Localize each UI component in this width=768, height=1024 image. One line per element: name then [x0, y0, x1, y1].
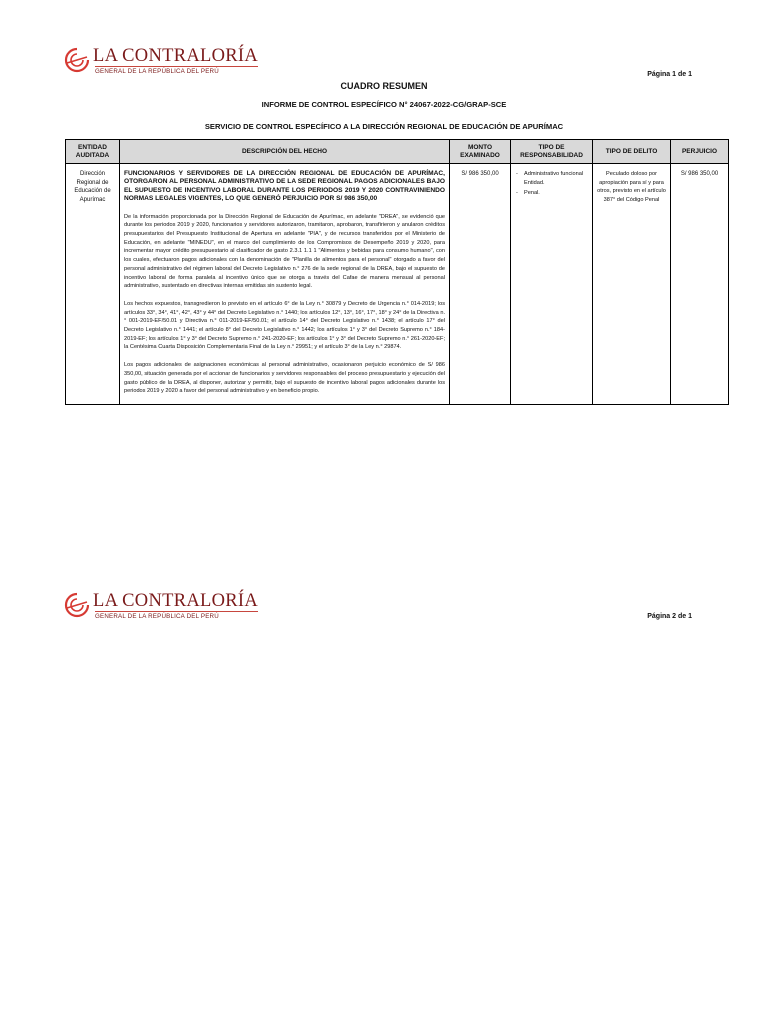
header-descripcion: DESCRIPCIÓN DEL HECHO: [120, 140, 450, 164]
contraloria-emblem-icon: [64, 592, 90, 618]
document-title: CUADRO RESUMEN: [340, 81, 428, 91]
header-delito: TIPO DE DELITO: [593, 140, 671, 164]
service-title: SERVICIO DE CONTROL ESPECÍFICO A LA DIRECCIÓN REGIONAL DE EDUCACIÓN DE APURÍMAC: [204, 122, 564, 131]
cell-responsabilidad: [511, 164, 593, 405]
summary-table: [65, 139, 729, 405]
header-entidad: ENTIDAD AUDITADA: [66, 140, 120, 164]
cell-entidad: Dirección Regional de Educación de Apurímac: [66, 164, 120, 405]
contraloria-logo: [64, 46, 258, 75]
logo-subtitle: GENERAL DE LA REPÚBLICA DEL PERÚ: [95, 611, 258, 620]
logo-name: LA CONTRALORÍA: [93, 46, 259, 66]
page-number-page2: Página 2 de 1: [647, 613, 692, 620]
logo-subtitle: GENERAL DE LA REPÚBLICA DEL PERÚ: [95, 66, 258, 75]
cell-perjuicio: S/ 986 350,00: [671, 164, 729, 405]
report-number: INFORME DE CONTROL ESPECÍFICO N° 24067-2022-CG/GRAP-SCE: [261, 100, 507, 109]
cell-descripcion: [120, 164, 450, 405]
description-paragraph: Los pagos adicionales de asignaciones económicas al personal administrativo, ocasionaron perjuicio económico de S/ 986 350,00, situación generada por el accionar de funcionarios y servidores responsables del proceso presupuestario y ejecución del gasto público de la DREA, al disponer, autorizar y permitir, bajo el supuesto de incentivo laboral pagos adicionales durante los periodos 2019 y 2020 a favor del personal administrativo y en beneficio propio.: [124, 362, 445, 395]
header-monto: MONTO EXAMINADO: [450, 140, 511, 164]
description-paragraph: De la información proporcionada por la Dirección Regional de Educación de Apurímac, en adelante "DREA", se evidenció que durante los periodos 2019 y 2020, funcionarios y servidores autorizaron, tramitaron, aprobaron, transfirieron y anularon créditos presupuestarios del Presupuesto Institucional de Apertura en adelante "PIA", y de recursos transferidos por el Ministerio de Educación, en adelante "MINEDU", en el marco del cumplimiento de los Compromisos de Desempeño 2019 y 2020, para incrementar mayor crédito presupuestario al clasificador de gasto 2.3.1 1.1 1 "Alimentos y bebidas para consumo humano", con los cuales, efectuaron pagos adicionales con la denominación de "Planilla de alimentos para el personal" otorgado a favor del personal administrativo del régimen laboral del Decreto Legislativo n.° 276 de la sede regional de la DREA, bajo el supuesto de incentivo laboral de forma paralela al incentivo único que se otorga a través del Cafae de manera mensual al personal administrativo, sustentado en directivas internas emitidas sin sustento legal.: [124, 213, 445, 290]
description-paragraph: Los hechos expuestos, transgredieron lo previsto en el artículo 6° de la Ley n.° 30879 y Decreto de Urgencia n.° 014-2019; los artículos 33°, 34°, 41°, 42°, 43° y 44° del Decreto Legislativo n.° 1440; los artículos 12°, 13°, 16°, 17°, 18° y 24° de la Directiva n.° 001-2019-EF/50.01 y Directiva n.° 011-2019-EF/50.01; el artículo 14° del Decreto Legislativo n.° 1438; el artículo 17° del Decreto Legislativo n.° 1441; el artículo 8° del Decreto Legislativo n.° 1442; los artículos 1° y 3° del Decreto Supremo n.° 184-2019-EF; los artículos 1° y 3° del Decreto Supremo n.° 241-2020-EF; los artículos 1° y 3° del Decreto Supremo n.° 261-2020-EF; la Centésima Cuarta Disposición Complementaria Final de la Ley n.° 29951; y el artículo 3° de la Ley n.° 29874.: [124, 300, 445, 351]
header-perjuicio: PERJUICIO: [671, 140, 729, 164]
contraloria-logo-page2: [64, 591, 258, 620]
description-heading: FUNCIONARIOS Y SERVIDORES DE LA DIRECCIÓN REGIONAL DE EDUCACIÓN DE APURÍMAC, OTORGARON AL PERSONAL ADMINISTRATIVO DE LA SEDE REGIONAL PAGOS ADICIONALES BAJO EL SUPUESTO DE INCENTIVO LABORAL DURANTE LOS PERIODOS 2019 Y 2020 CONTRAVINIENDO NORMAS LEGALES VIGENTES, LO QUE GENERÓ PERJUICIO POR S/ 986 350,00: [124, 170, 445, 203]
logo-name: LA CONTRALORÍA: [93, 591, 259, 611]
table-row: [66, 164, 729, 405]
responsabilidad-item: - Administrativo funcional Entidad.: [515, 170, 588, 187]
table-header-row: [66, 140, 729, 164]
responsabilidad-item: - Penal.: [515, 189, 588, 198]
cell-delito: Peculado doloso por apropiación para sí y para otros, previsto en el artículo 387° del Código Penal: [593, 164, 671, 405]
header-responsabilidad: TIPO DE RESPONSABILIDAD: [511, 140, 593, 164]
page-number: Página 1 de 1: [647, 71, 692, 78]
cell-monto: S/ 986 350,00: [450, 164, 511, 405]
contraloria-emblem-icon: [64, 47, 90, 73]
